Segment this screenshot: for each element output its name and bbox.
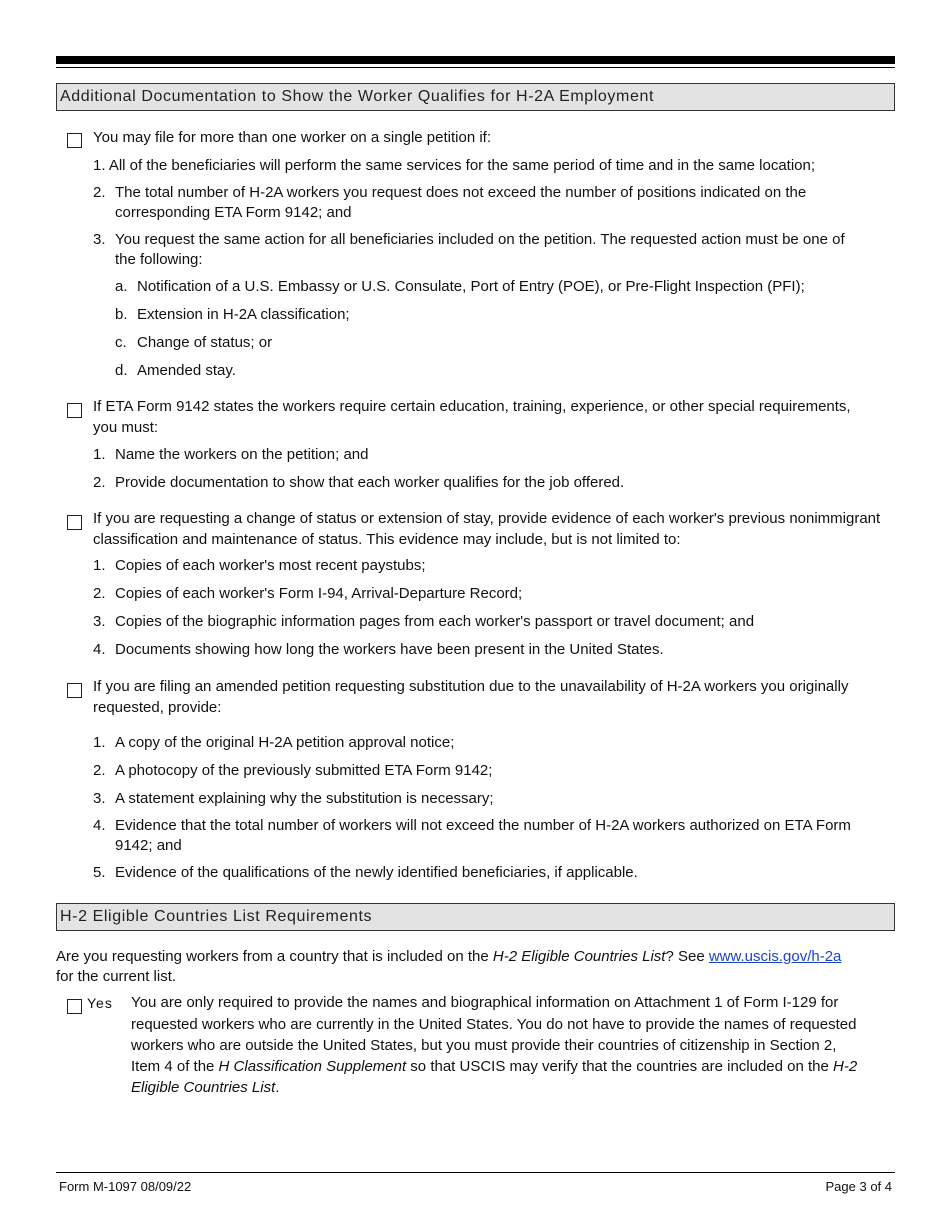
group1-item-3-label: 3. bbox=[93, 231, 106, 248]
group3-item-1-label: 1. bbox=[93, 557, 106, 574]
group3-intro-line2: classification and maintenance of status. This evidence may include, but is not limited to: bbox=[93, 531, 681, 548]
yes-line5-list: Eligible Countries List bbox=[131, 1079, 276, 1096]
footer-page-number: Page 3 of 4 bbox=[825, 1179, 892, 1194]
group4-item-4-line1: Evidence that the total number of workers will not exceed the number of H-2A workers authorized on ETA Form bbox=[115, 817, 851, 834]
yes-line4-h2: H-2 bbox=[833, 1058, 858, 1075]
group1-sub-b-label: b. bbox=[115, 306, 128, 323]
group4-item-5-label: 5. bbox=[93, 864, 106, 881]
group4-item-1-label: 1. bbox=[93, 734, 106, 751]
group4-item-1-text: A copy of the original H-2A petition approval notice; bbox=[115, 734, 455, 751]
eligible-countries-question-line2: for the current list. bbox=[56, 968, 177, 985]
eligible-countries-question bbox=[56, 947, 841, 967]
group4-item-2-label: 2. bbox=[93, 762, 106, 779]
group2-intro-line2: you must: bbox=[93, 419, 159, 436]
group1-sub-c-text: Change of status; or bbox=[137, 334, 273, 351]
checkbox-yes[interactable] bbox=[67, 999, 82, 1014]
group1-item-3-line1: You request the same action for all beneficiaries included on the petition. The requested action must be one of bbox=[115, 231, 845, 248]
question-text-a: Are you requesting workers from a country that is included on the bbox=[56, 948, 493, 965]
group1-item-2-label: 2. bbox=[93, 184, 106, 201]
group3-item-4-label: 4. bbox=[93, 641, 106, 658]
group1-sub-c-label: c. bbox=[115, 334, 127, 351]
group1-item-3-line2: the following: bbox=[115, 251, 203, 268]
question-text-b: ? See bbox=[665, 948, 709, 965]
group2-item-2-text: Provide documentation to show that each worker qualifies for the job offered. bbox=[115, 474, 625, 491]
top-rule-thin bbox=[56, 67, 895, 68]
group3-item-4-text: Documents showing how long the workers have been present in the United States. bbox=[115, 641, 664, 658]
group3-intro-line1: If you are requesting a change of status or extension of stay, provide evidence of each worker's previous nonimmigrant bbox=[93, 510, 881, 527]
group3-item-1-text: Copies of each worker's most recent paystubs; bbox=[115, 557, 426, 574]
group1-item-2-line2: corresponding ETA Form 9142; and bbox=[115, 204, 352, 221]
group3-item-3-label: 3. bbox=[93, 613, 106, 630]
section-header-eligible-countries: H-2 Eligible Countries List Requirements bbox=[56, 903, 895, 931]
form-page bbox=[56, 0, 895, 1230]
group4-intro-line1: If you are filing an amended petition requesting substitution due to the unavailability of H-2A workers you originally bbox=[93, 678, 849, 695]
group2-item-1-text: Name the workers on the petition; and bbox=[115, 446, 369, 463]
group4-item-4-line2: 9142; and bbox=[115, 837, 182, 854]
group3-item-2-text: Copies of each worker's Form I-94, Arrival-Departure Record; bbox=[115, 585, 523, 602]
yes-line4-b: so that USCIS may verify that the countries are included on the bbox=[406, 1058, 834, 1075]
checkbox-special-requirements[interactable] bbox=[67, 403, 82, 418]
group1-sub-a-label: a. bbox=[115, 278, 128, 295]
group2-item-1-label: 1. bbox=[93, 446, 106, 463]
yes-text-line1: You are only required to provide the names and biographical information on Attachment 1 of Form I-129 for bbox=[131, 994, 839, 1011]
group1-item-2-line1: The total number of H-2A workers you request does not exceed the number of positions indicated on the bbox=[115, 184, 807, 201]
yes-label: Yes bbox=[87, 995, 113, 1011]
group4-item-4-label: 4. bbox=[93, 817, 106, 834]
yes-line5-period: . bbox=[275, 1079, 280, 1096]
section-header-additional-documentation: Additional Documentation to Show the Worker Qualifies for H-2A Employment bbox=[56, 83, 895, 111]
yes-text-line3: workers who are outside the United States, but you must provide their countries of citizenship in Section 2, bbox=[131, 1037, 837, 1054]
group4-item-2-text: A photocopy of the previously submitted ETA Form 9142; bbox=[115, 762, 493, 779]
group4-item-3-text: A statement explaining why the substitution is necessary; bbox=[115, 790, 494, 807]
checkbox-multiple-workers[interactable] bbox=[67, 133, 82, 148]
group1-sub-d-label: d. bbox=[115, 362, 128, 379]
uscis-h2a-link[interactable]: www.uscis.gov/h-2a bbox=[708, 948, 842, 965]
yes-line4-supplement: H Classification Supplement bbox=[218, 1058, 407, 1075]
group1-sub-a-text: Notification of a U.S. Embassy or U.S. Consulate, Port of Entry (POE), or Pre-Flight Inspection (PFI); bbox=[137, 278, 805, 295]
group1-sub-b-text: Extension in H-2A classification; bbox=[137, 306, 350, 323]
question-list-name: H-2 Eligible Countries List bbox=[492, 948, 666, 965]
group4-item-3-label: 3. bbox=[93, 790, 106, 807]
checkbox-change-of-status[interactable] bbox=[67, 515, 82, 530]
group3-item-2-label: 2. bbox=[93, 585, 106, 602]
yes-text-line2: requested workers who are currently in the United States. You do not have to provide the names of requested bbox=[131, 1016, 857, 1033]
group4-intro-line2: requested, provide: bbox=[93, 699, 222, 716]
group2-intro-line1: If ETA Form 9142 states the workers require certain education, training, experience, or other special requirements, bbox=[93, 398, 851, 415]
group2-item-2-label: 2. bbox=[93, 474, 106, 491]
group1-item-1: 1. All of the beneficiaries will perform the same services for the same period of time and in the same location; bbox=[93, 157, 816, 174]
yes-line4-a: Item 4 of the bbox=[131, 1058, 219, 1075]
group4-item-5-text: Evidence of the qualifications of the newly identified beneficiaries, if applicable. bbox=[115, 864, 638, 881]
footer-form-id: Form M-1097 08/09/22 bbox=[59, 1179, 192, 1194]
group1-sub-d-text: Amended stay. bbox=[137, 362, 236, 379]
group1-intro: You may file for more than one worker on a single petition if: bbox=[93, 129, 491, 146]
footer-rule bbox=[56, 1172, 895, 1173]
yes-text-line4 bbox=[131, 1057, 857, 1077]
yes-text-line5 bbox=[131, 1078, 279, 1098]
checkbox-amended-petition[interactable] bbox=[67, 683, 82, 698]
group3-item-3-text: Copies of the biographic information pages from each worker's passport or travel document; and bbox=[115, 613, 755, 630]
top-rule-thick bbox=[56, 56, 895, 64]
